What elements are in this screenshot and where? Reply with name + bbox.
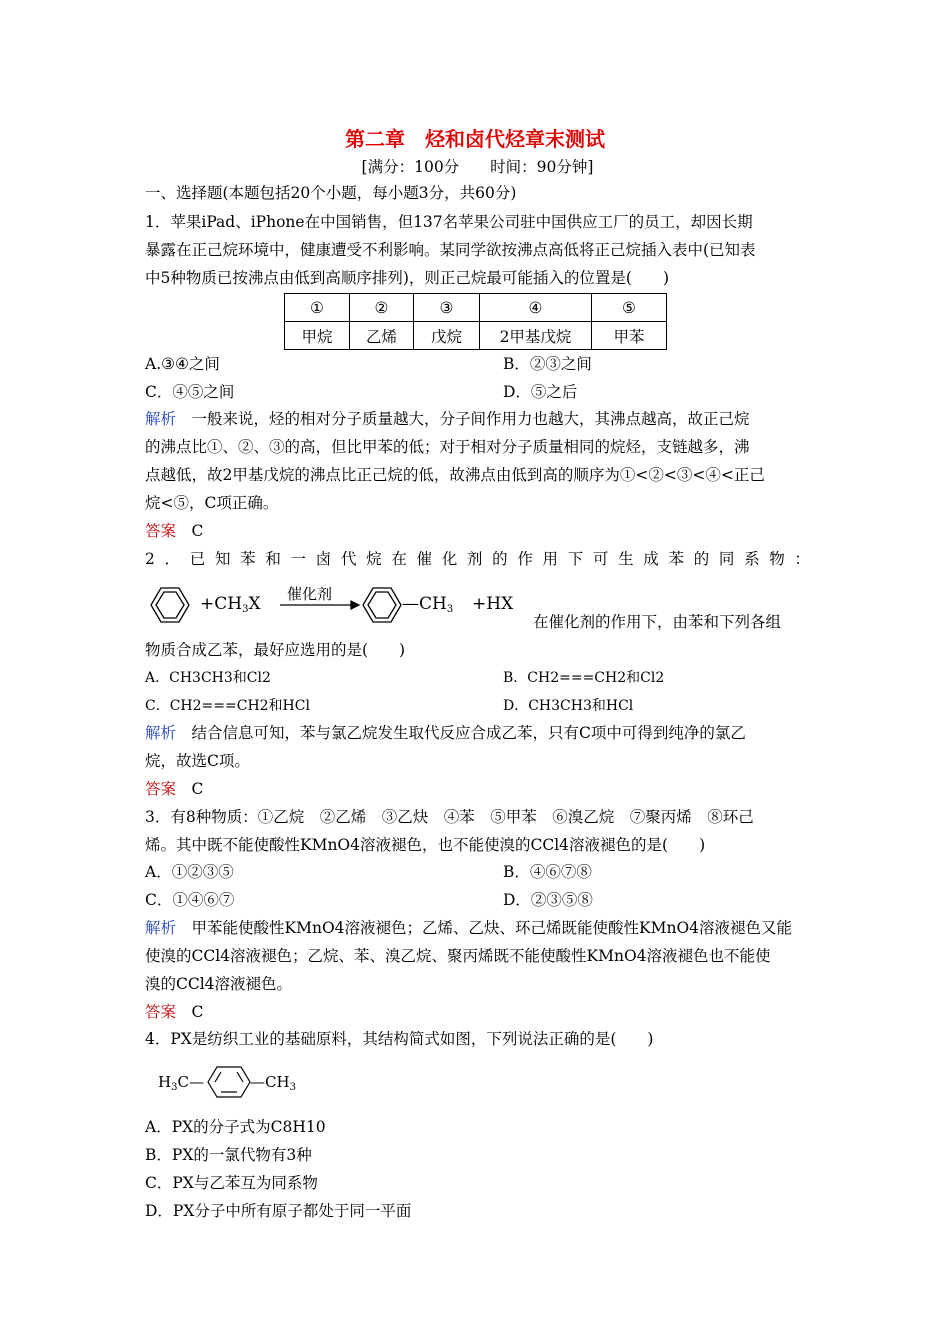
table-cell: 2甲基戊烷 bbox=[480, 322, 592, 350]
q2-line-3: 物质合成乙苯，最好应选用的是( ) bbox=[145, 641, 406, 659]
q2-line-1: 2．已知苯和一卤代烷在催化剂的作用下可生成苯的同系物： bbox=[145, 550, 810, 568]
q1-explanation-1 bbox=[145, 409, 810, 429]
table-cell: ③ bbox=[414, 294, 480, 322]
q3-line-2: 烯。其中既不能使酸性KMnO4溶液褪色，也不能使溴的CCl4溶液褪色的是( ) bbox=[145, 836, 706, 854]
catalyst-label: 催化剂 bbox=[287, 585, 333, 603]
c-text: C— bbox=[177, 1073, 204, 1091]
jiexi-label: 解析 bbox=[145, 919, 177, 937]
table-cell: ① bbox=[285, 294, 350, 322]
ch3-sub: 3 bbox=[446, 604, 454, 615]
page-title: 第二章 烃和卤代烃章末测试 bbox=[345, 127, 605, 151]
table-cell: 戊烷 bbox=[414, 322, 480, 350]
q4-line-1: 4．PX是纺织工业的基础原料，其结构简式如图，下列说法正确的是( ) bbox=[145, 1030, 654, 1048]
reagent-text: +CH bbox=[200, 594, 243, 614]
q2-answer bbox=[145, 779, 810, 799]
q4-option-d: D．PX分子中所有原子都处于同一平面 bbox=[145, 1202, 412, 1220]
explanation-text: 一般来说，烃的相对分子质量越大，分子间作用力也越大，其沸点越高，故正己烷 bbox=[176, 410, 750, 428]
jiexi-label: 解析 bbox=[145, 724, 177, 742]
ch-sub: 3 bbox=[289, 1082, 296, 1093]
q1-explanation-4: 烷<⑤，C项正确。 bbox=[145, 494, 279, 512]
product-hx: +HX bbox=[472, 594, 514, 614]
q4-option-c: C．PX与乙苯互为同系物 bbox=[145, 1174, 318, 1192]
page-subtitle: [满分：100分 时间：90分钟] bbox=[361, 158, 594, 176]
answer-label: 答案 bbox=[145, 780, 177, 798]
jiexi-label: 解析 bbox=[145, 410, 177, 428]
q3-explanation-3: 溴的CCl4溶液褪色。 bbox=[145, 975, 293, 993]
q4-option-a: A．PX的分子式为C8H10 bbox=[145, 1118, 326, 1136]
q3-explanation-1 bbox=[145, 918, 810, 938]
table-cell: ② bbox=[350, 294, 414, 322]
q2-option-d: D．CH3CH3和HCl bbox=[503, 698, 634, 714]
table-row bbox=[285, 322, 667, 350]
table-cell: 甲烷 bbox=[285, 322, 350, 350]
q2-line-2: 在催化剂的作用下，由苯和下列各组 bbox=[533, 613, 782, 631]
q1-option-b: B．②③之间 bbox=[503, 355, 592, 373]
q3-explanation-2: 使溴的CCl4溶液褪色；乙烷、苯、溴乙烷、聚丙烯既不能使酸性KMnO4溶液褪色也不能使 bbox=[145, 947, 771, 965]
q2-option-c: C．CH2===CH2和HCl bbox=[145, 698, 310, 714]
reagent-x: X bbox=[248, 594, 261, 614]
reactant-ch3x bbox=[200, 594, 261, 615]
q2-explanation-1 bbox=[145, 723, 810, 743]
explanation-text: 结合信息可知，苯与氯乙烷发生取代反应合成乙苯，只有C项中可得到纯净的氯乙 bbox=[176, 724, 746, 742]
toluene-ring-icon bbox=[363, 588, 401, 622]
q4-option-b: B．PX的一氯代物有3种 bbox=[145, 1146, 312, 1164]
table-cell: ④ bbox=[480, 294, 592, 322]
answer-text: C bbox=[176, 780, 204, 798]
q3-option-a: A．①②③⑤ bbox=[145, 863, 234, 881]
q2-option-b: B．CH2===CH2和Cl2 bbox=[503, 670, 665, 686]
product-ch3 bbox=[402, 594, 453, 615]
q1-option-c: C．④⑤之间 bbox=[145, 383, 235, 401]
boiling-point-table bbox=[284, 293, 667, 350]
table-cell: 乙烯 bbox=[350, 322, 414, 350]
q3-line-1: 3．有8种物质：①乙烷 ②乙烯 ③乙炔 ④苯 ⑤甲苯 ⑥溴乙烷 ⑦聚丙烯 ⑧环己 bbox=[145, 808, 754, 826]
reagent-sub: 3 bbox=[242, 604, 249, 615]
q1-answer bbox=[145, 521, 810, 541]
section-heading: 一、选择题(本题包括20个小题，每小题3分，共60分) bbox=[145, 184, 517, 202]
px-right-methyl bbox=[250, 1073, 296, 1093]
table-row bbox=[285, 294, 667, 322]
explanation-text: 甲苯能使酸性KMnO4溶液褪色；乙烯、乙炔、环己烯既能使酸性KMnO4溶液褪色又能 bbox=[176, 919, 793, 937]
answer-label: 答案 bbox=[145, 1003, 177, 1021]
answer-text: C bbox=[176, 522, 204, 540]
answer-label: 答案 bbox=[145, 522, 177, 540]
ch-text: —CH bbox=[250, 1073, 290, 1091]
q3-answer bbox=[145, 1002, 810, 1022]
q1-explanation-3: 点越低，故2甲基戊烷的沸点比正己烷的低，故沸点由低到高的顺序为①<②<③<④<正己 bbox=[145, 466, 765, 484]
q1-line-3: 中5种物质已按沸点由低到高顺序排列)，则正己烷最可能插入的位置是( ) bbox=[145, 269, 670, 287]
px-left-methyl bbox=[158, 1073, 204, 1093]
q3-option-d: D．②③⑤⑧ bbox=[503, 891, 593, 909]
q2-explanation-2: 烷，故选C项。 bbox=[145, 752, 250, 770]
q3-option-c: C．①④⑥⑦ bbox=[145, 891, 235, 909]
table-cell: ⑤ bbox=[592, 294, 667, 322]
q1-line-1: 1．苹果iPad、iPhone在中国销售，但137名苹果公司驻中国供应工厂的员工，却因长期 bbox=[145, 213, 753, 231]
q1-option-d: D．⑤之后 bbox=[503, 383, 578, 401]
q1-line-2: 暴露在正己烷环境中，健康遭受不利影响。某同学欲按沸点高低将正己烷插入表中(已知表 bbox=[145, 241, 756, 259]
h-sub: 3 bbox=[171, 1082, 178, 1093]
q1-option-a: A.③④之间 bbox=[145, 355, 220, 373]
table-cell: 甲苯 bbox=[592, 322, 667, 350]
answer-text: C bbox=[176, 1003, 204, 1021]
h-text: H bbox=[158, 1073, 172, 1091]
benzene-ring-icon bbox=[151, 588, 189, 622]
q3-option-b: B．④⑥⑦⑧ bbox=[503, 863, 592, 881]
q1-explanation-2: 的沸点比①、②、③的高，但比甲苯的低；对于相对分子质量相同的烷烃，支链越多，沸 bbox=[145, 438, 750, 456]
q2-option-a: A．CH3CH3和Cl2 bbox=[145, 670, 271, 686]
ch3-text: —CH bbox=[402, 594, 447, 614]
